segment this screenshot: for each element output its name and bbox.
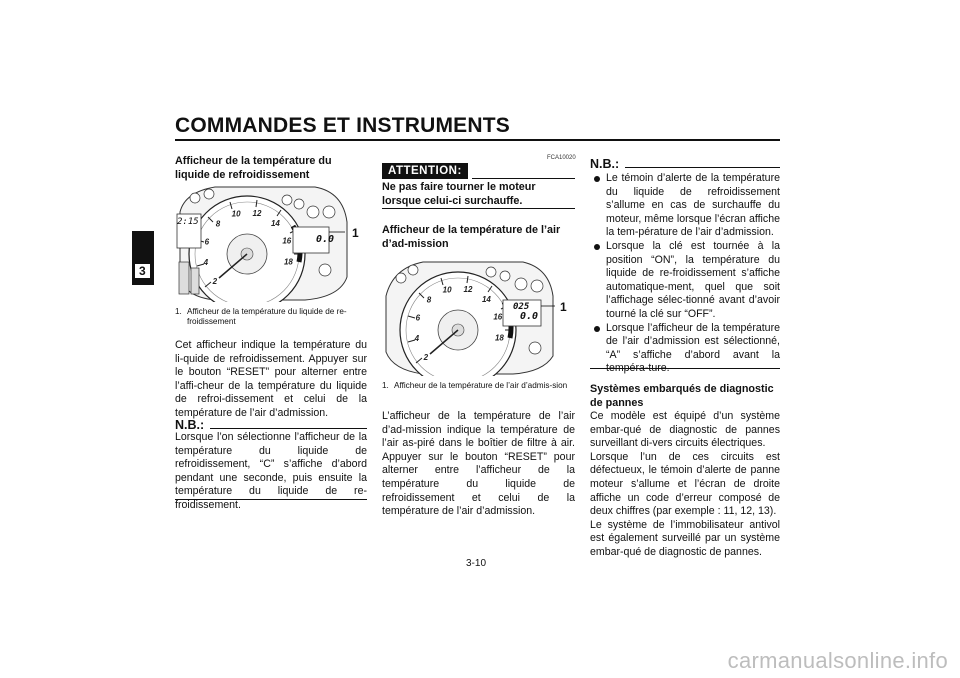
tach-number: 14	[481, 295, 491, 304]
nb-label-2: N.B.:	[590, 157, 620, 171]
section-heading-coolant: Afficheur de la température du liquide de refroidissement	[175, 155, 332, 181]
nb-end-rule-2	[590, 368, 780, 369]
bullet-dot-icon	[594, 244, 600, 250]
figure-2-callout: 1	[560, 300, 567, 314]
tach-number: 4	[414, 334, 420, 344]
tach-number: 2	[423, 353, 429, 362]
nb-label-1: N.B.:	[175, 418, 205, 432]
figure-1-caption	[175, 307, 367, 327]
nb-text-1: Lorsque l’on sélectionne l’afficheur de la température du liquide de refroidissement, “C” s’affiche d’abord pendant une seconde, puis ensuite la température du liquide de re-froidissement.	[175, 431, 367, 511]
nb-bullets	[590, 172, 780, 376]
tach-number: 10	[231, 209, 241, 219]
page-title: COMMANDES ET INSTRUMENTS	[175, 114, 510, 137]
bullet-list	[590, 172, 780, 376]
diagnostics-description: Ce modèle est équipé d’un système embar-qué de diagnostic de pannes surveillant di-vers circuits électriques. Lorsque l’un de ces circuits est défectueux, le témoin d’alerte de panne moteur s’allume et l’écran de droite affiche un code d’erreur composé de deux chiffres (par exemple : 11, 12, 13). Le système de l’immobilisateur antivol est également surveillé par un système embar-qué de diagnostic de pannes.	[590, 410, 780, 558]
attention-rule	[472, 178, 575, 179]
attention-text: Ne pas faire tourner le moteur lorsque celui-ci surchauffe.	[382, 181, 536, 207]
nb-rule-2	[625, 167, 780, 168]
section-heading-diagnostics: Systèmes embarqués de diagnostic de pannes	[590, 383, 774, 409]
attention-end-rule	[382, 208, 575, 209]
tach-number: 8	[426, 295, 432, 305]
bullet-dot-icon	[594, 326, 600, 332]
tach-number: 18	[283, 257, 293, 267]
nb-block-1-header	[175, 418, 367, 432]
column-1	[175, 155, 367, 182]
gauge-1-temp-readout: 0.0	[316, 234, 335, 245]
gauge-2-temp: 025	[513, 302, 530, 312]
bullet-dot-icon	[594, 176, 600, 182]
caption-2-text: Afficheur de la température de l’air d’admis-sion	[394, 381, 568, 390]
gauge-2-readout: 0.0	[520, 311, 539, 322]
coolant-description: Cet afficheur indique la température du li-quide de refroidissement. Appuyer sur le bouton “RESET” pour alterner entre l’affi-cheur de la température du liquide de refroi-dissement et celui de la température de l’air d’admission.	[175, 339, 367, 419]
caption-1-number: 1.	[175, 307, 182, 316]
bullet-item: Lorsque l’afficheur de la température de l’air d’admission est sélectionné, “A” s’affiche d’abord avant la tempéra-ture.	[590, 322, 780, 376]
caption-2-number: 1.	[382, 381, 389, 390]
tach-number: 2	[212, 277, 218, 286]
tach-number: 6	[204, 237, 210, 247]
nb-rule-1	[210, 428, 367, 429]
tach-number: 8	[215, 219, 221, 229]
page-number: 3-10	[466, 558, 487, 569]
nb-block-2-header	[590, 157, 780, 171]
attention-label: ATTENTION:	[382, 163, 468, 179]
nb-end-rule-1	[175, 499, 367, 500]
watermark: carmanualsonline.info	[727, 648, 948, 673]
tach-number: 16	[493, 312, 503, 322]
tach-number: 4	[203, 258, 209, 268]
intake-description: L’afficheur de la température de l’air d’ad-mission indique la température de l’air as-piré dans le boîtier de filtre à air. Appuyer sur le bouton “RESET” pour alterner entre l’afficheur de la température du liquide de refroidissement et celui de la température de l’air d’admission.	[382, 410, 575, 518]
caption-1-text: Afficheur de la température du liquide de re-froidissement	[187, 307, 347, 326]
bullet-item: Le témoin d’alerte de la température du liquide de refroidissement s’allume en cas de surchauffe du moteur, même lorsque l’écran affiche la tem-pérature de l’air d’admission.	[590, 172, 780, 240]
tach-number: 6	[415, 313, 421, 323]
attention-code: FCA10020	[547, 155, 576, 161]
tach-number: 10	[442, 285, 452, 295]
bullet-item: Lorsque la clé est tournée à la position “ON”, la température du liquide de re-froidissement s’affiche automatique-ment, quel que soit l’affichage sélec-tionné avant d’avoir tourné la clé sur “OFF”.	[590, 240, 780, 322]
tach-number: 16	[282, 236, 292, 246]
figure-2-caption	[382, 381, 575, 391]
tach-number: 18	[494, 333, 504, 343]
gauge-1-clock: 2:15	[177, 217, 199, 227]
header-rule	[175, 139, 780, 141]
section-heading-intake: Afficheur de la température de l’air d’ad-mission	[382, 224, 561, 250]
figure-1-callout: 1	[352, 226, 359, 240]
attention-header	[382, 163, 575, 179]
chapter-number: 3	[135, 264, 150, 278]
tach-number: 12	[252, 209, 262, 219]
tach-number: 14	[270, 219, 280, 228]
tach-number: 12	[463, 285, 473, 295]
